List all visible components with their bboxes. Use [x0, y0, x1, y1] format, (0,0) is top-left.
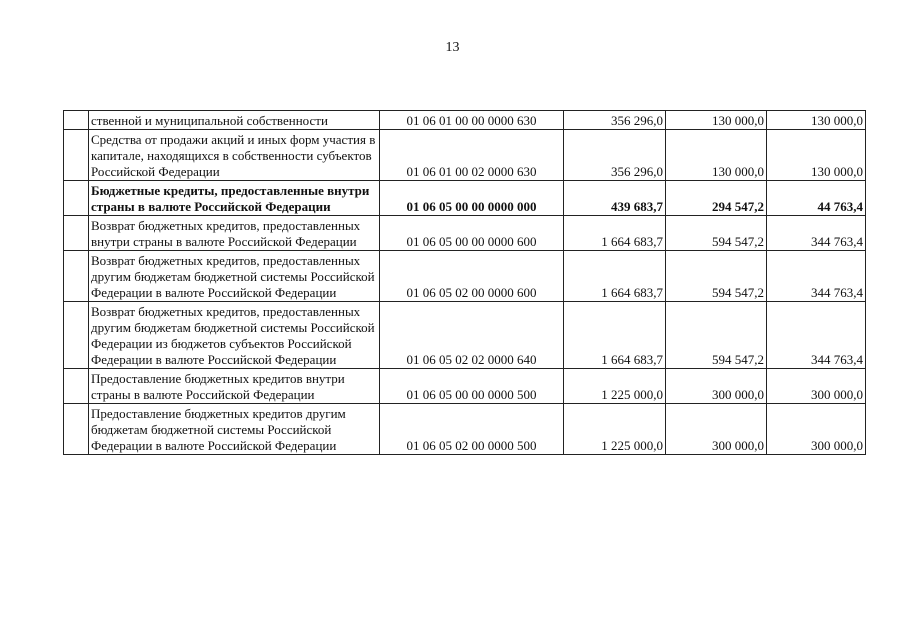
page-number: 13	[445, 40, 460, 55]
row-marker-cell	[64, 181, 89, 216]
row-value-3: 130 000,0	[767, 111, 866, 130]
row-value-1: 1 664 683,7	[564, 216, 666, 251]
row-value-1: 356 296,0	[564, 111, 666, 130]
row-name: ственной и муниципальной собственности	[89, 111, 380, 130]
row-value-2: 300 000,0	[666, 369, 767, 404]
row-value-2: 594 547,2	[666, 216, 767, 251]
row-name: Предоставление бюджетных кредитов внутри страны в валюте Российской Федерации	[89, 369, 380, 404]
row-value-3: 344 763,4	[767, 251, 866, 302]
row-code: 01 06 01 00 00 0000 630	[380, 111, 564, 130]
row-name: Предоставление бюджетных кредитов другим бюджетам бюджетной системы Российской Федерации в валюте Российской Федерации	[89, 404, 380, 455]
row-value-2: 130 000,0	[666, 111, 767, 130]
row-value-1: 1 664 683,7	[564, 302, 666, 369]
row-code: 01 06 05 02 00 0000 500	[380, 404, 564, 455]
row-value-1: 1 664 683,7	[564, 251, 666, 302]
row-value-1: 1 225 000,0	[564, 404, 666, 455]
table-row	[64, 251, 866, 302]
row-marker-cell	[64, 111, 89, 130]
row-name: Возврат бюджетных кредитов, предоставленных другим бюджетам бюджетной системы Российской Федерации в валюте Российской Федерации	[89, 251, 380, 302]
table-row	[64, 302, 866, 369]
row-value-3: 300 000,0	[767, 404, 866, 455]
row-value-2: 294 547,2	[666, 181, 767, 216]
row-code: 01 06 05 00 00 0000 000	[380, 181, 564, 216]
row-marker-cell	[64, 404, 89, 455]
row-name: Бюджетные кредиты, предоставленные внутри страны в валюте Российской Федерации	[89, 181, 380, 216]
row-code: 01 06 05 00 00 0000 600	[380, 216, 564, 251]
row-value-1: 1 225 000,0	[564, 369, 666, 404]
row-value-2: 594 547,2	[666, 251, 767, 302]
table-row	[64, 404, 866, 455]
table-row	[64, 369, 866, 404]
row-value-3: 300 000,0	[767, 369, 866, 404]
row-name: Возврат бюджетных кредитов, предоставленных внутри страны в валюте Российской Федерации	[89, 216, 380, 251]
row-value-3: 130 000,0	[767, 130, 866, 181]
row-value-1: 439 683,7	[564, 181, 666, 216]
row-marker-cell	[64, 369, 89, 404]
row-value-2: 594 547,2	[666, 302, 767, 369]
row-code: 01 06 05 02 02 0000 640	[380, 302, 564, 369]
row-code: 01 06 05 02 00 0000 600	[380, 251, 564, 302]
row-value-2: 300 000,0	[666, 404, 767, 455]
budget-sources-table	[63, 110, 866, 455]
row-value-3: 344 763,4	[767, 216, 866, 251]
table-row	[64, 130, 866, 181]
row-code: 01 06 05 00 00 0000 500	[380, 369, 564, 404]
row-value-2: 130 000,0	[666, 130, 767, 181]
row-value-1: 356 296,0	[564, 130, 666, 181]
row-marker-cell	[64, 130, 89, 181]
table-row	[64, 111, 866, 130]
row-value-3: 44 763,4	[767, 181, 866, 216]
row-code: 01 06 01 00 02 0000 630	[380, 130, 564, 181]
row-value-3: 344 763,4	[767, 302, 866, 369]
row-marker-cell	[64, 216, 89, 251]
table-row	[64, 181, 866, 216]
table-row	[64, 216, 866, 251]
row-marker-cell	[64, 302, 89, 369]
row-name: Возврат бюджетных кредитов, предоставленных другим бюджетам бюджетной системы Российской Федерации из бюджетов субъектов Российской Федерации в валюте Российской Федерации	[89, 302, 380, 369]
row-name: Средства от продажи акций и иных форм участия в капитале, находящихся в собственности субъектов Российской Федерации	[89, 130, 380, 181]
row-marker-cell	[64, 251, 89, 302]
